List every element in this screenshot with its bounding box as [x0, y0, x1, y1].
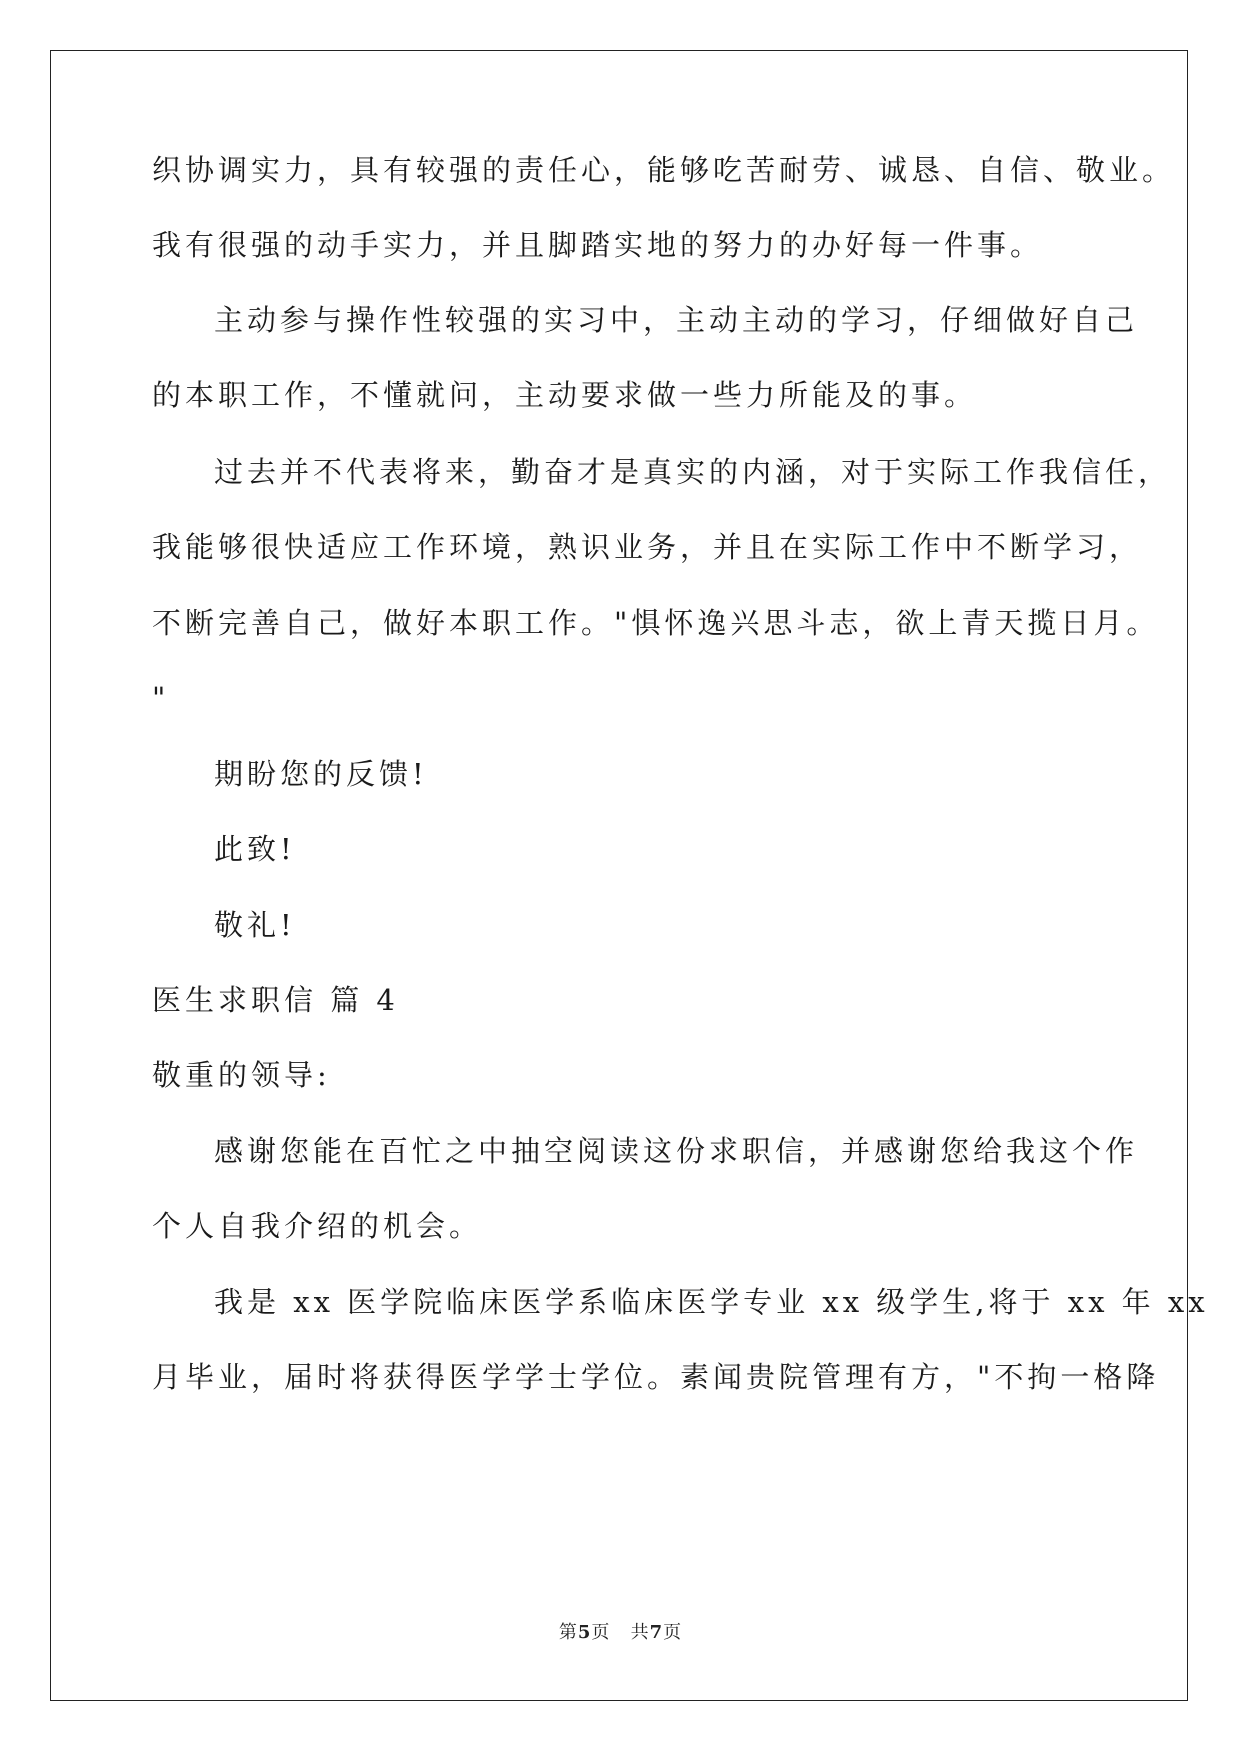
- footer-total-prefix: 共: [630, 1622, 650, 1643]
- footer-prefix: 第: [558, 1622, 578, 1643]
- footer-page-suffix: 页: [591, 1622, 611, 1643]
- salutation: 敬重的领导:: [152, 1058, 331, 1092]
- text-line: ": [152, 681, 170, 715]
- text-line: 我能够很快适应工作环境，熟识业务，并且在实际工作中不断学习，: [152, 530, 1143, 564]
- text-line: 我有很强的动手实力，并且脚踏实地的努力的办好每一件事。: [152, 228, 1044, 262]
- text-line: 此致!: [214, 832, 296, 866]
- footer-total-pages: 7: [649, 1622, 664, 1643]
- text-line: 期盼您的反馈!: [214, 757, 428, 791]
- section-heading: 医生求职信 篇 4: [152, 983, 399, 1017]
- footer-total-suffix: 页: [663, 1622, 683, 1643]
- text-line: 敬礼!: [214, 908, 296, 942]
- text-line: 的本职工作，不懂就问，主动要求做一些力所能及的事。: [152, 378, 978, 412]
- text-line: 感谢您能在百忙之中抽空阅读这份求职信，并感谢您给我这个作: [214, 1134, 1139, 1168]
- text-line: 月毕业，届时将获得医学学士学位。素闻贵院管理有方，"不拘一格降: [152, 1360, 1160, 1394]
- page-border: [50, 50, 1188, 1701]
- text-line: 不断完善自己，做好本职工作。"惧怀逸兴思斗志，欲上青天揽日月。: [152, 606, 1160, 640]
- text-line: 我是 xx 医学院临床医学系临床医学专业 xx 级学生,将于 xx 年 xx: [214, 1285, 1209, 1319]
- text-line: 过去并不代表将来，勤奋才是真实的内涵，对于实际工作我信任，: [214, 455, 1172, 489]
- page-footer: [0, 1618, 1241, 1644]
- text-line: 个人自我介绍的机会。: [152, 1209, 483, 1243]
- footer-page-number: 5: [577, 1622, 592, 1643]
- text-line: 主动参与操作性较强的实习中，主动主动的学习，仔细做好自己: [214, 303, 1139, 337]
- text-line: 织协调实力，具有较强的责任心，能够吃苦耐劳、诚恳、自信、敬业。: [152, 153, 1176, 187]
